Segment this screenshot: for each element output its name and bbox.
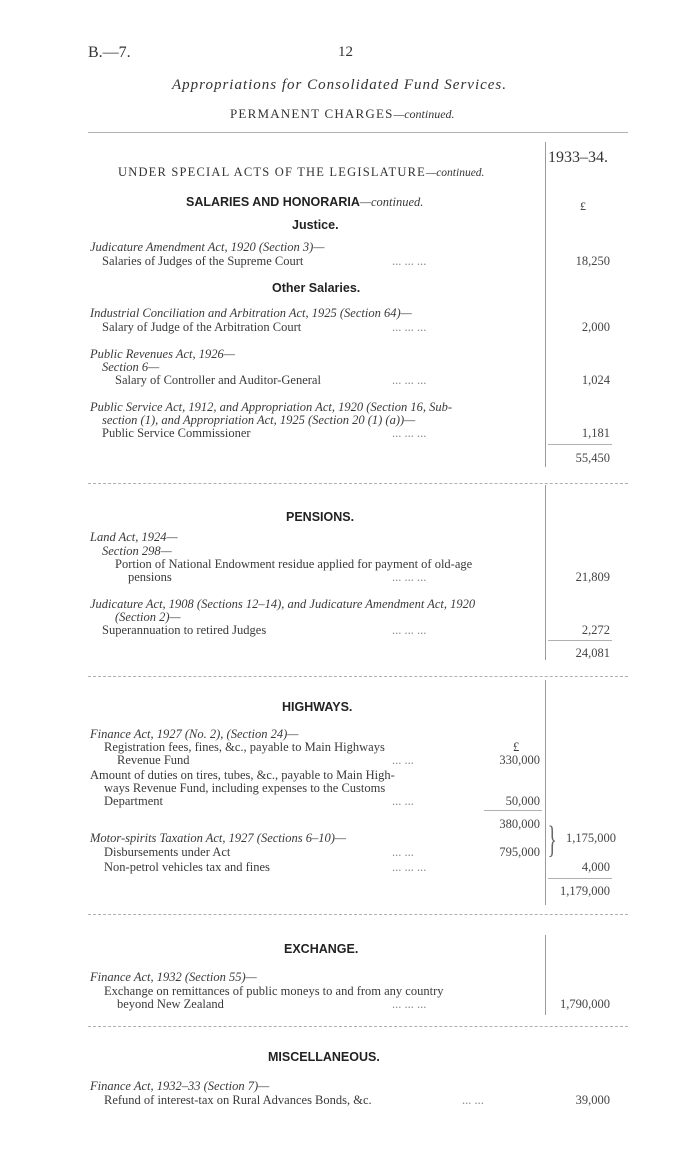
pensions-total: 24,081 <box>575 646 610 660</box>
header-rule <box>88 132 628 133</box>
leader-dots: ... ... ... <box>392 997 427 1011</box>
non-petrol-amount: 4,000 <box>581 860 610 874</box>
refund-item: Refund of interest-tax on Rural Advances Bonds, &c. <box>104 1093 372 1107</box>
land-section: Section 298— <box>102 544 172 558</box>
arbitration-act: Industrial Conciliation and Arbitration Act, 1925 (Section 64)— <box>90 306 412 320</box>
revenues-act: Public Revenues Act, 1926— <box>90 347 235 361</box>
subtitle-caps: PERMANENT CHARGES <box>230 106 394 121</box>
non-petrol-item: Non-petrol vehicles tax and fines <box>104 860 270 874</box>
justice-heading: Justice. <box>292 218 339 232</box>
justice-amount: 18,250 <box>575 254 610 268</box>
amount-column-rule <box>545 485 546 660</box>
endowment-amount: 21,809 <box>575 570 610 584</box>
finance-1927-act: Finance Act, 1927 (No. 2), (Section 24)— <box>90 727 299 741</box>
amount-column-rule <box>545 935 546 1015</box>
subtitle-continued: —continued. <box>393 107 455 121</box>
leader-dots: ... ... <box>392 753 414 767</box>
finance-1932-33-act: Finance Act, 1932–33 (Section 7)— <box>90 1079 270 1093</box>
leader-dots: ... ... <box>392 794 414 808</box>
tires-item: Amount of duties on tires, tubes, &c., payable to Main High- <box>90 768 395 782</box>
total-rule <box>548 640 612 641</box>
salaries-heading-continued: —continued. <box>359 195 424 209</box>
leader-dots: ... ... ... <box>392 426 427 440</box>
section-rule <box>88 676 628 677</box>
section-rule <box>88 483 628 484</box>
land-act: Land Act, 1924— <box>90 530 178 544</box>
subtotal-rule <box>484 810 542 811</box>
highways-subtotal: 380,000 <box>499 817 540 831</box>
sub-currency-unit: £ <box>513 740 520 754</box>
revenues-amount: 1,024 <box>581 373 610 387</box>
leader-dots: ... ... ... <box>392 860 427 874</box>
exchange-amount: 1,790,000 <box>560 997 610 1011</box>
tires-amount: 50,000 <box>505 794 540 808</box>
disbursements-amount: 795,000 <box>499 845 540 859</box>
brace-icon: } <box>547 819 557 861</box>
highways-total: 1,179,000 <box>560 884 610 898</box>
arbitration-amount: 2,000 <box>581 320 610 334</box>
leader-dots: ... ... <box>392 845 414 859</box>
public-service-item: Public Service Commissioner <box>102 426 251 440</box>
salaries-heading <box>186 193 423 211</box>
finance-1932-act: Finance Act, 1932 (Section 55)— <box>90 970 257 984</box>
miscellaneous-heading: MISCELLANEOUS. <box>268 1050 380 1064</box>
arbitration-item: Salary of Judge of the Arbitration Court <box>102 320 302 334</box>
registration-item: Registration fees, fines, &c., payable to Main Highways <box>104 740 385 754</box>
year-heading: 1933–34. <box>548 149 608 166</box>
justice-act: Judicature Amendment Act, 1920 (Section 3)— <box>90 240 325 254</box>
highways-bracket-total: 1,175,000 <box>566 831 616 845</box>
other-salaries-heading: Other Salaries. <box>272 281 361 295</box>
salaries-heading-text: SALARIES AND HONORARIA <box>186 195 360 209</box>
amount-column-rule <box>545 142 546 467</box>
total-rule <box>548 878 612 879</box>
special-acts-continued: —continued. <box>425 167 485 179</box>
judicature-act: Judicature Act, 1908 (Sections 12–14), and Judicature Amendment Act, 1920 <box>90 597 476 611</box>
disbursements-item: Disbursements under Act <box>104 845 231 859</box>
exchange-item-cont: beyond New Zealand <box>117 997 224 1011</box>
section-rule <box>88 914 628 915</box>
public-service-act: Public Service Act, 1912, and Appropriation Act, 1920 (Section 16, Sub- <box>90 400 452 414</box>
total-rule <box>548 444 612 445</box>
tires-item-cont2: Department <box>104 794 164 808</box>
page-number: 12 <box>338 44 353 60</box>
registration-item-cont: Revenue Fund <box>117 753 190 767</box>
special-acts-caps: UNDER SPECIAL ACTS OF THE LEGISLATURE <box>118 165 426 179</box>
leader-dots: ... ... ... <box>392 320 427 334</box>
section-rule <box>88 1026 628 1027</box>
endowment-item: Portion of National Endowment residue applied for payment of old-age <box>115 557 473 571</box>
amount-column-rule <box>545 680 546 905</box>
leader-dots: ... ... ... <box>392 373 427 387</box>
salaries-total: 55,450 <box>575 451 610 465</box>
document-reference: B.—7. <box>88 44 131 61</box>
highways-heading: HIGHWAYS. <box>282 700 353 714</box>
special-acts-heading <box>118 165 484 180</box>
exchange-heading: EXCHANGE. <box>284 942 359 956</box>
revenues-item: Salary of Controller and Auditor-General <box>115 373 321 387</box>
leader-dots: ... ... ... <box>392 254 427 268</box>
tires-item-cont: ways Revenue Fund, including expenses to the Customs <box>104 781 386 795</box>
exchange-item: Exchange on remittances of public moneys to and from any country <box>104 984 444 998</box>
pensions-heading: PENSIONS. <box>286 510 355 524</box>
registration-amount: 330,000 <box>499 753 540 767</box>
leader-dots: ... ... <box>462 1093 484 1107</box>
refund-amount: 39,000 <box>575 1093 610 1107</box>
endowment-item-cont: pensions <box>128 570 172 584</box>
revenues-section: Section 6— <box>102 360 160 374</box>
currency-unit: £ <box>580 199 586 213</box>
superannuation-item: Superannuation to retired Judges <box>102 623 267 637</box>
motor-spirits-act: Motor-spirits Taxation Act, 1927 (Sections 6–10)— <box>90 831 346 845</box>
justice-item: Salaries of Judges of the Supreme Court <box>102 254 304 268</box>
public-service-act-cont: section (1), and Appropriation Act, 1925 (Section 20 (1) (a))— <box>102 413 416 427</box>
public-service-amount: 1,181 <box>581 426 610 440</box>
judicature-act-cont: (Section 2)— <box>115 610 181 624</box>
leader-dots: ... ... ... <box>392 623 427 637</box>
page-title: Appropriations for Consolidated Fund Services. <box>172 77 508 93</box>
page-subtitle <box>230 106 455 122</box>
superannuation-amount: 2,272 <box>581 623 610 637</box>
leader-dots: ... ... ... <box>392 570 427 584</box>
